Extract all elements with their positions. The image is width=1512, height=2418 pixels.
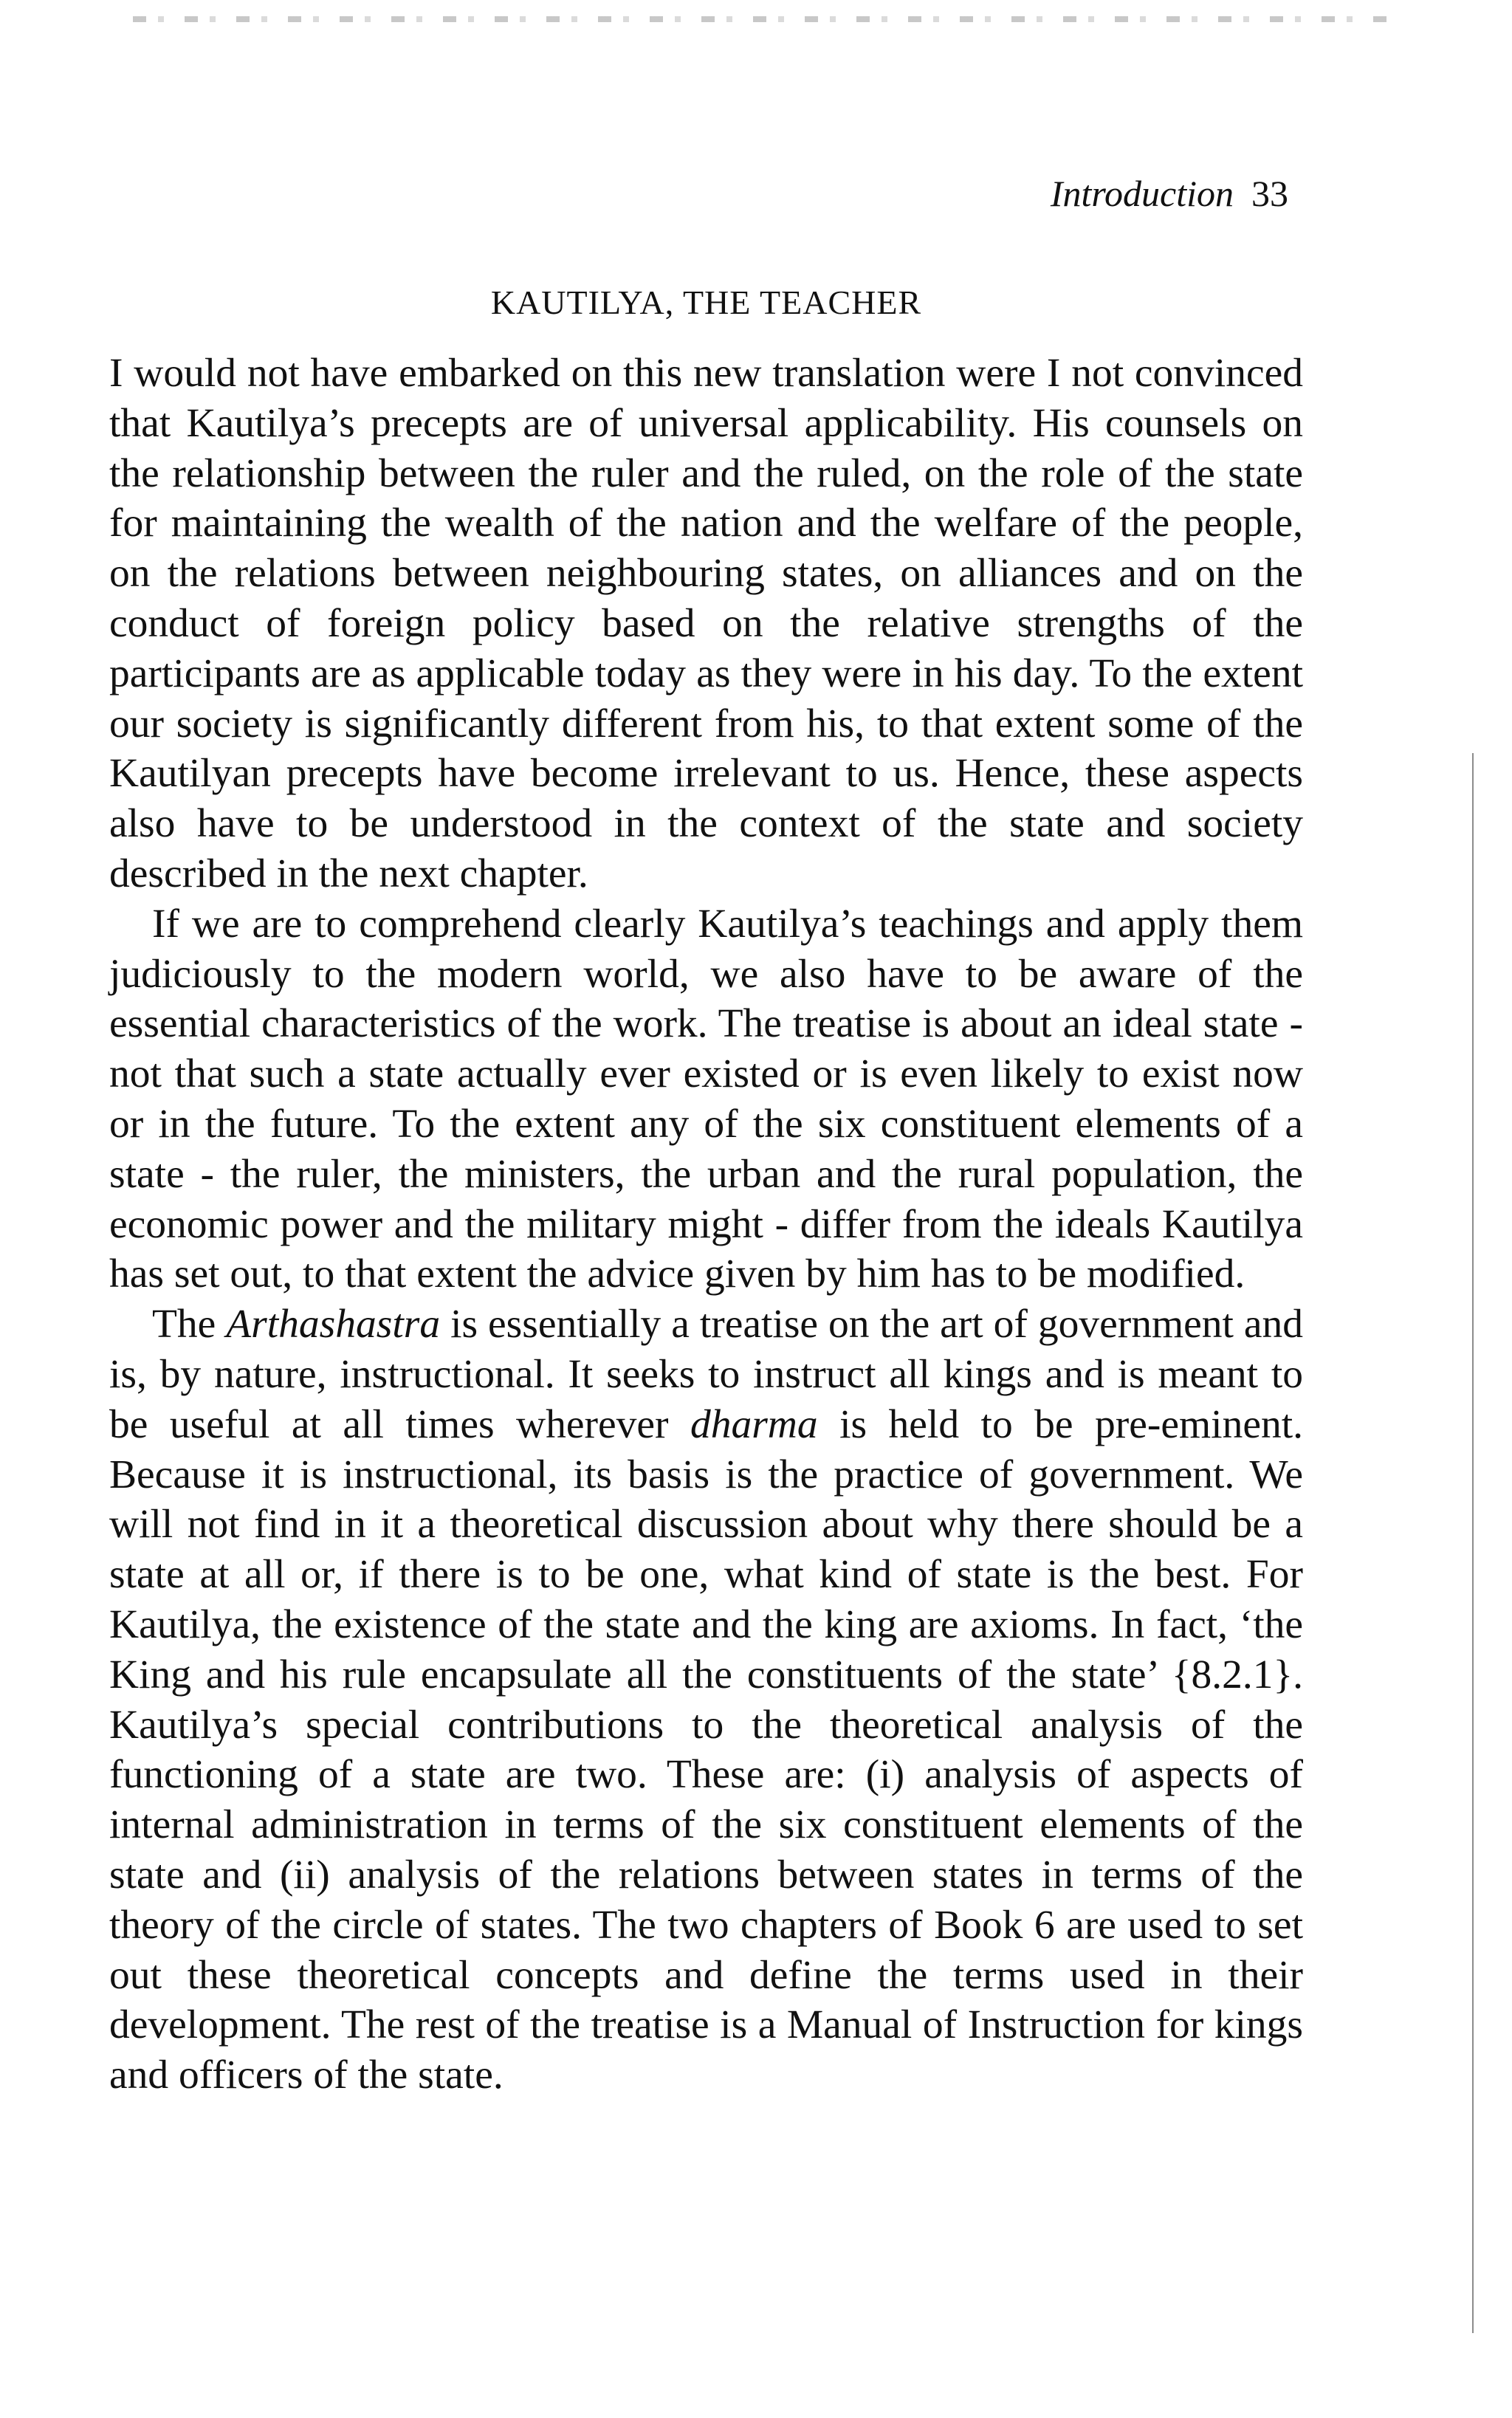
running-head — [738, 171, 1288, 216]
arthashastra-title: Arthashastra — [226, 1302, 441, 1347]
paragraph-3-text-c: is held to be pre-eminent. Because it is instructional, its basis is the practice of government. We will not find in it a theoretical discussion about why there should be a state at all or, if there is to be one, what kind of state is the best. For Kautilya, the existence of the state and the king are axioms. In fact, ‘the King and his rule encapsulate all the constituents of the state’ {8.2.1}. Kautilya’s special contributions to the theoretical analysis of the functioning of a state are two. These are: (i) analysis of aspects of internal administration in terms of the six constituent elements of the state and (ii) analysis of the relations between states in terms of the theory of the circle of states. The two chapters of Book 6 are used to set out these theoretical concepts and define the terms used in their development. The rest of the treatise is a Manual of Instruction for kings and officers of the state. — [109, 1401, 1303, 2098]
dharma-term: dharma — [690, 1401, 818, 1447]
scan-artifact-top — [133, 16, 1388, 22]
paragraph-3-text-a: The — [152, 1302, 227, 1347]
paragraph-3-text-b: is essentially a treatise on the art of government and is, by nature, instructional. It seeks to instruct all kings and is meant to be useful at all times wherever — [109, 1302, 1303, 1447]
page-number: 33 — [1251, 173, 1288, 214]
running-head-title: Introduction — [1050, 173, 1234, 214]
paragraph-3 — [109, 1299, 1303, 2101]
section-heading: KAUTILYA, THE TEACHER — [490, 284, 922, 321]
paragraph-1: I would not have embarked on this new translation were I not convinced that Kautilya’s precepts are of universal applicability. His counsels on the relationship between the ruler and the ruled, on the role of the state for maintaining the wealth of the nation and the welfare of the people, on the relations between neighbouring states, on alliances and on the conduct of foreign policy based on the relative strengths of the participants are as applicable today as they were in his day. To the extent our society is significantly different from his, to that extent some of the Kautilyan precepts have become irrelevant to us. Hence, these aspects also have to be understood in the context of the state and society described in the next chapter. — [109, 351, 1303, 896]
paragraph-2: If we are to comprehend clearly Kautilya’s teachings and apply them judiciously to the modern world, we also have to be aware of the essential characteristics of the work. The treatise is about an ideal state - not that such a state actually ever existed or is even likely to exist now or in the future. To the extent any of the six constituent elements of a state - the ruler, the ministers, the urban and the rural population, the economic power and the military might - differ from the ideals Kautilya has set out, to that extent the advice given by him has to be modified. — [109, 901, 1303, 1297]
scan-artifact-right-edge — [1472, 753, 1474, 2333]
body-text — [109, 348, 1303, 2101]
